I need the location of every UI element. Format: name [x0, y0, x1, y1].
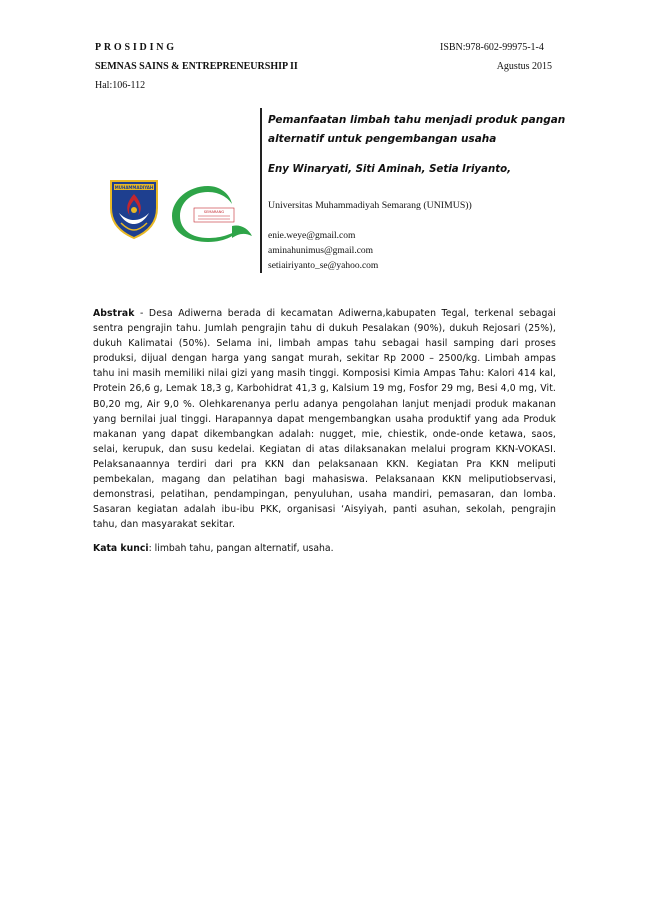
paper-title: Pemanfaatan limbah tahu menjadi produk pangan alternatif untuk pengembangan usaha — [268, 114, 566, 145]
header-right — [440, 38, 552, 76]
abstract-text: - Desa Adiwerna berada di kecamatan Adiwerna,kabupaten Tegal, terkenal sebagai sentra pengrajin tahu. Jumlah pengrajin tahu di dukuh Pesalakan (90%), dukuh Rejosari (25%), dukuh Kalimatai (50%). Selama ini, limbah ampas tahu sebagai hasil samping dari proses produksi, dijual dengan harga yang sangat murah, sekitar Rp 2000 – 2500/kg. Limbah ampas tahu ini masih memiliki nilai gizi yang masih tinggi. Komposisi Kimia Ampas Tahu: Kalori 414 kal, Protein 26,6 g, Lemak 18,3 g, Karbohidrat 41,3 g, Kalsium 19 mg, Fosfor 29 mg, Besi 4,0 mg, Vit. B0,20 mg, Air 9,0 %. Olehkarenanya perlu adanya pengolahan lanjut menjadi produk makanan yang bernilai jual tinggi. Harapannya dapat mengembangkan usaha produktif yang ada Produk makanan yang dapat dikembangkan adalah: nugget, mie, chiestik, onde-onde ketawa, saos, selai, kerupuk, dan susu kedelai. Kegiatan di atas dilaksanakan melalui program KKN-VOKASI. Pelaksanaannya terdiri dari pra KKN dan pelaksanaan KKN. Kegiatan Pra KKN meliputi pembekalan, magang dan pelatihan bagi mahasiswa. Pelaksanaan KKN meliputiobservasi, demonstrasi, pelatihan, pendampingan, penyuluhan, usaha mandiri, pemasaran, dan lomba. Sasaran kegiatan adalah ibu-ibu PKK, organisasi ‘Aisyiyah, panti asuhan, sekolah, pengrajin tahu, dan masyarakat sekitar. — [93, 308, 556, 531]
paper-authors: Eny Winaryati, Siti Aminah, Setia Iriyanto, — [268, 164, 511, 175]
keywords-label: Kata kunci — [93, 543, 149, 554]
abstract-label: Abstrak — [93, 308, 135, 319]
keywords — [93, 543, 334, 554]
proceeding-label: PROSIDING — [95, 42, 177, 53]
publication-date: Agustus 2015 — [496, 61, 552, 72]
page-range: Hal:106-112 — [95, 80, 146, 91]
email-2: aminahunimus@gmail.com — [268, 246, 374, 256]
isbn: ISBN:978-602-99975-1-4 — [440, 42, 544, 53]
title-divider — [260, 108, 262, 273]
keywords-text: : limbah tahu, pangan alternatif, usaha. — [148, 543, 334, 554]
author-emails — [268, 229, 378, 274]
abstract — [93, 306, 556, 532]
email-3: setiairiyanto_se@yahoo.com — [268, 261, 379, 271]
university-shield-logo-icon — [108, 178, 160, 240]
email-1: enie.weye@gmail.com — [268, 231, 356, 241]
paper-affiliation: Universitas Muhammadiyah Semarang (UNIMUS)) — [268, 200, 472, 211]
shield-logo-text: MUHAMMADIYAH — [114, 185, 154, 190]
conference-name: SEMNAS SAINS & ENTREPRENEURSHIP II — [95, 61, 298, 72]
logos — [102, 178, 257, 248]
header-left — [95, 38, 298, 95]
green-logo-text: SEMARANG — [203, 210, 225, 214]
semarang-green-swirl-logo-icon — [168, 184, 254, 244]
